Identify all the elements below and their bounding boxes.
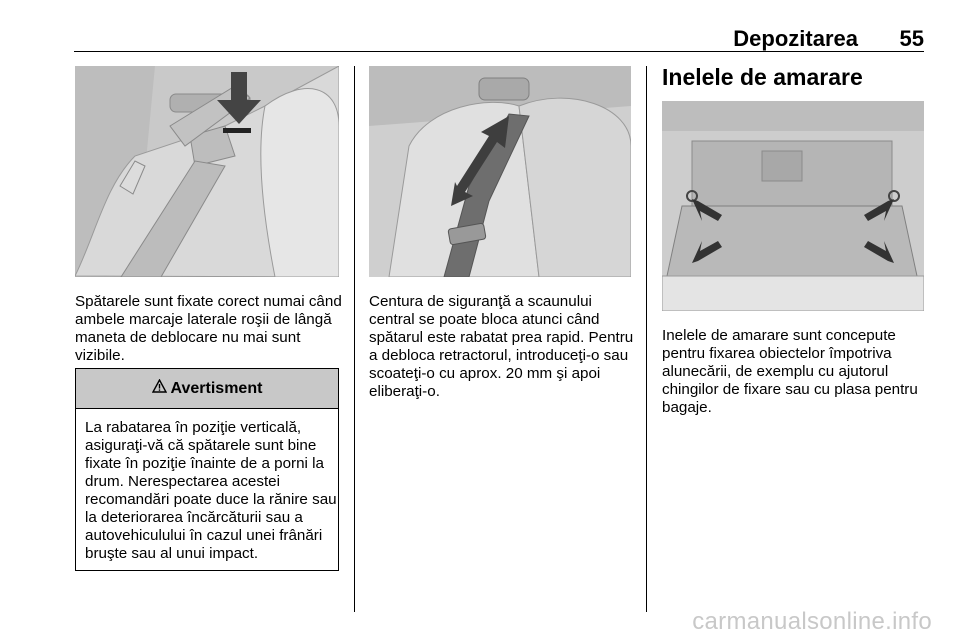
section-title-header: Depozitarea [733, 26, 858, 51]
page-number: 55 [899, 26, 924, 51]
warning-title: Avertisment [170, 379, 263, 397]
seatbelt-paragraph: Centura de siguranţă a scaunului central se poate bloca atunci când spătarul este rabatat prea rapid. Pentru a debloca retractorul, introduceţi-o sau scoateţi-o cu aprox. 20 mm şi apoi eliberaţi-o. [369, 293, 634, 400]
warning-triangle-icon [152, 379, 167, 398]
watermark: carmanualsonline.info [692, 608, 932, 635]
warning-text: La rabatarea în poziţie verticală, asiguraţi-vă că spătarele sunt bine fixate în poziţie înainte de a porni la drum. Nerespectarea acestei recomandări poate duce la rănire sau la deteriorarea încărcăturii sau a autovehiculului în cazul unei frânări bruşte sau al unui impact. [85, 419, 337, 562]
lashing-eyes-paragraph: Inelele de amarare sunt concepute pentru fixarea obiectelor împotriva alunecării, de exemplu cu ajutorul chingilor de fixare sau cu plasa pentru bagaje. [662, 327, 918, 416]
lashing-eyes-illustration [662, 101, 924, 311]
lashing-eyes-title: Inelele de amarare [662, 64, 863, 90]
header-rule [74, 51, 924, 52]
column-divider-right [646, 66, 647, 612]
warning-header [76, 369, 338, 409]
center-seatbelt-illustration [369, 66, 631, 277]
column-divider-left [354, 66, 355, 612]
seatback-release-illustration [75, 66, 339, 277]
seatback-paragraph: Spătarele sunt fixate corect numai când ambele marcaje laterale roşii de lângă maneta de deblocare nu mai sunt vizibile. [75, 293, 342, 364]
warning-box [75, 368, 339, 571]
